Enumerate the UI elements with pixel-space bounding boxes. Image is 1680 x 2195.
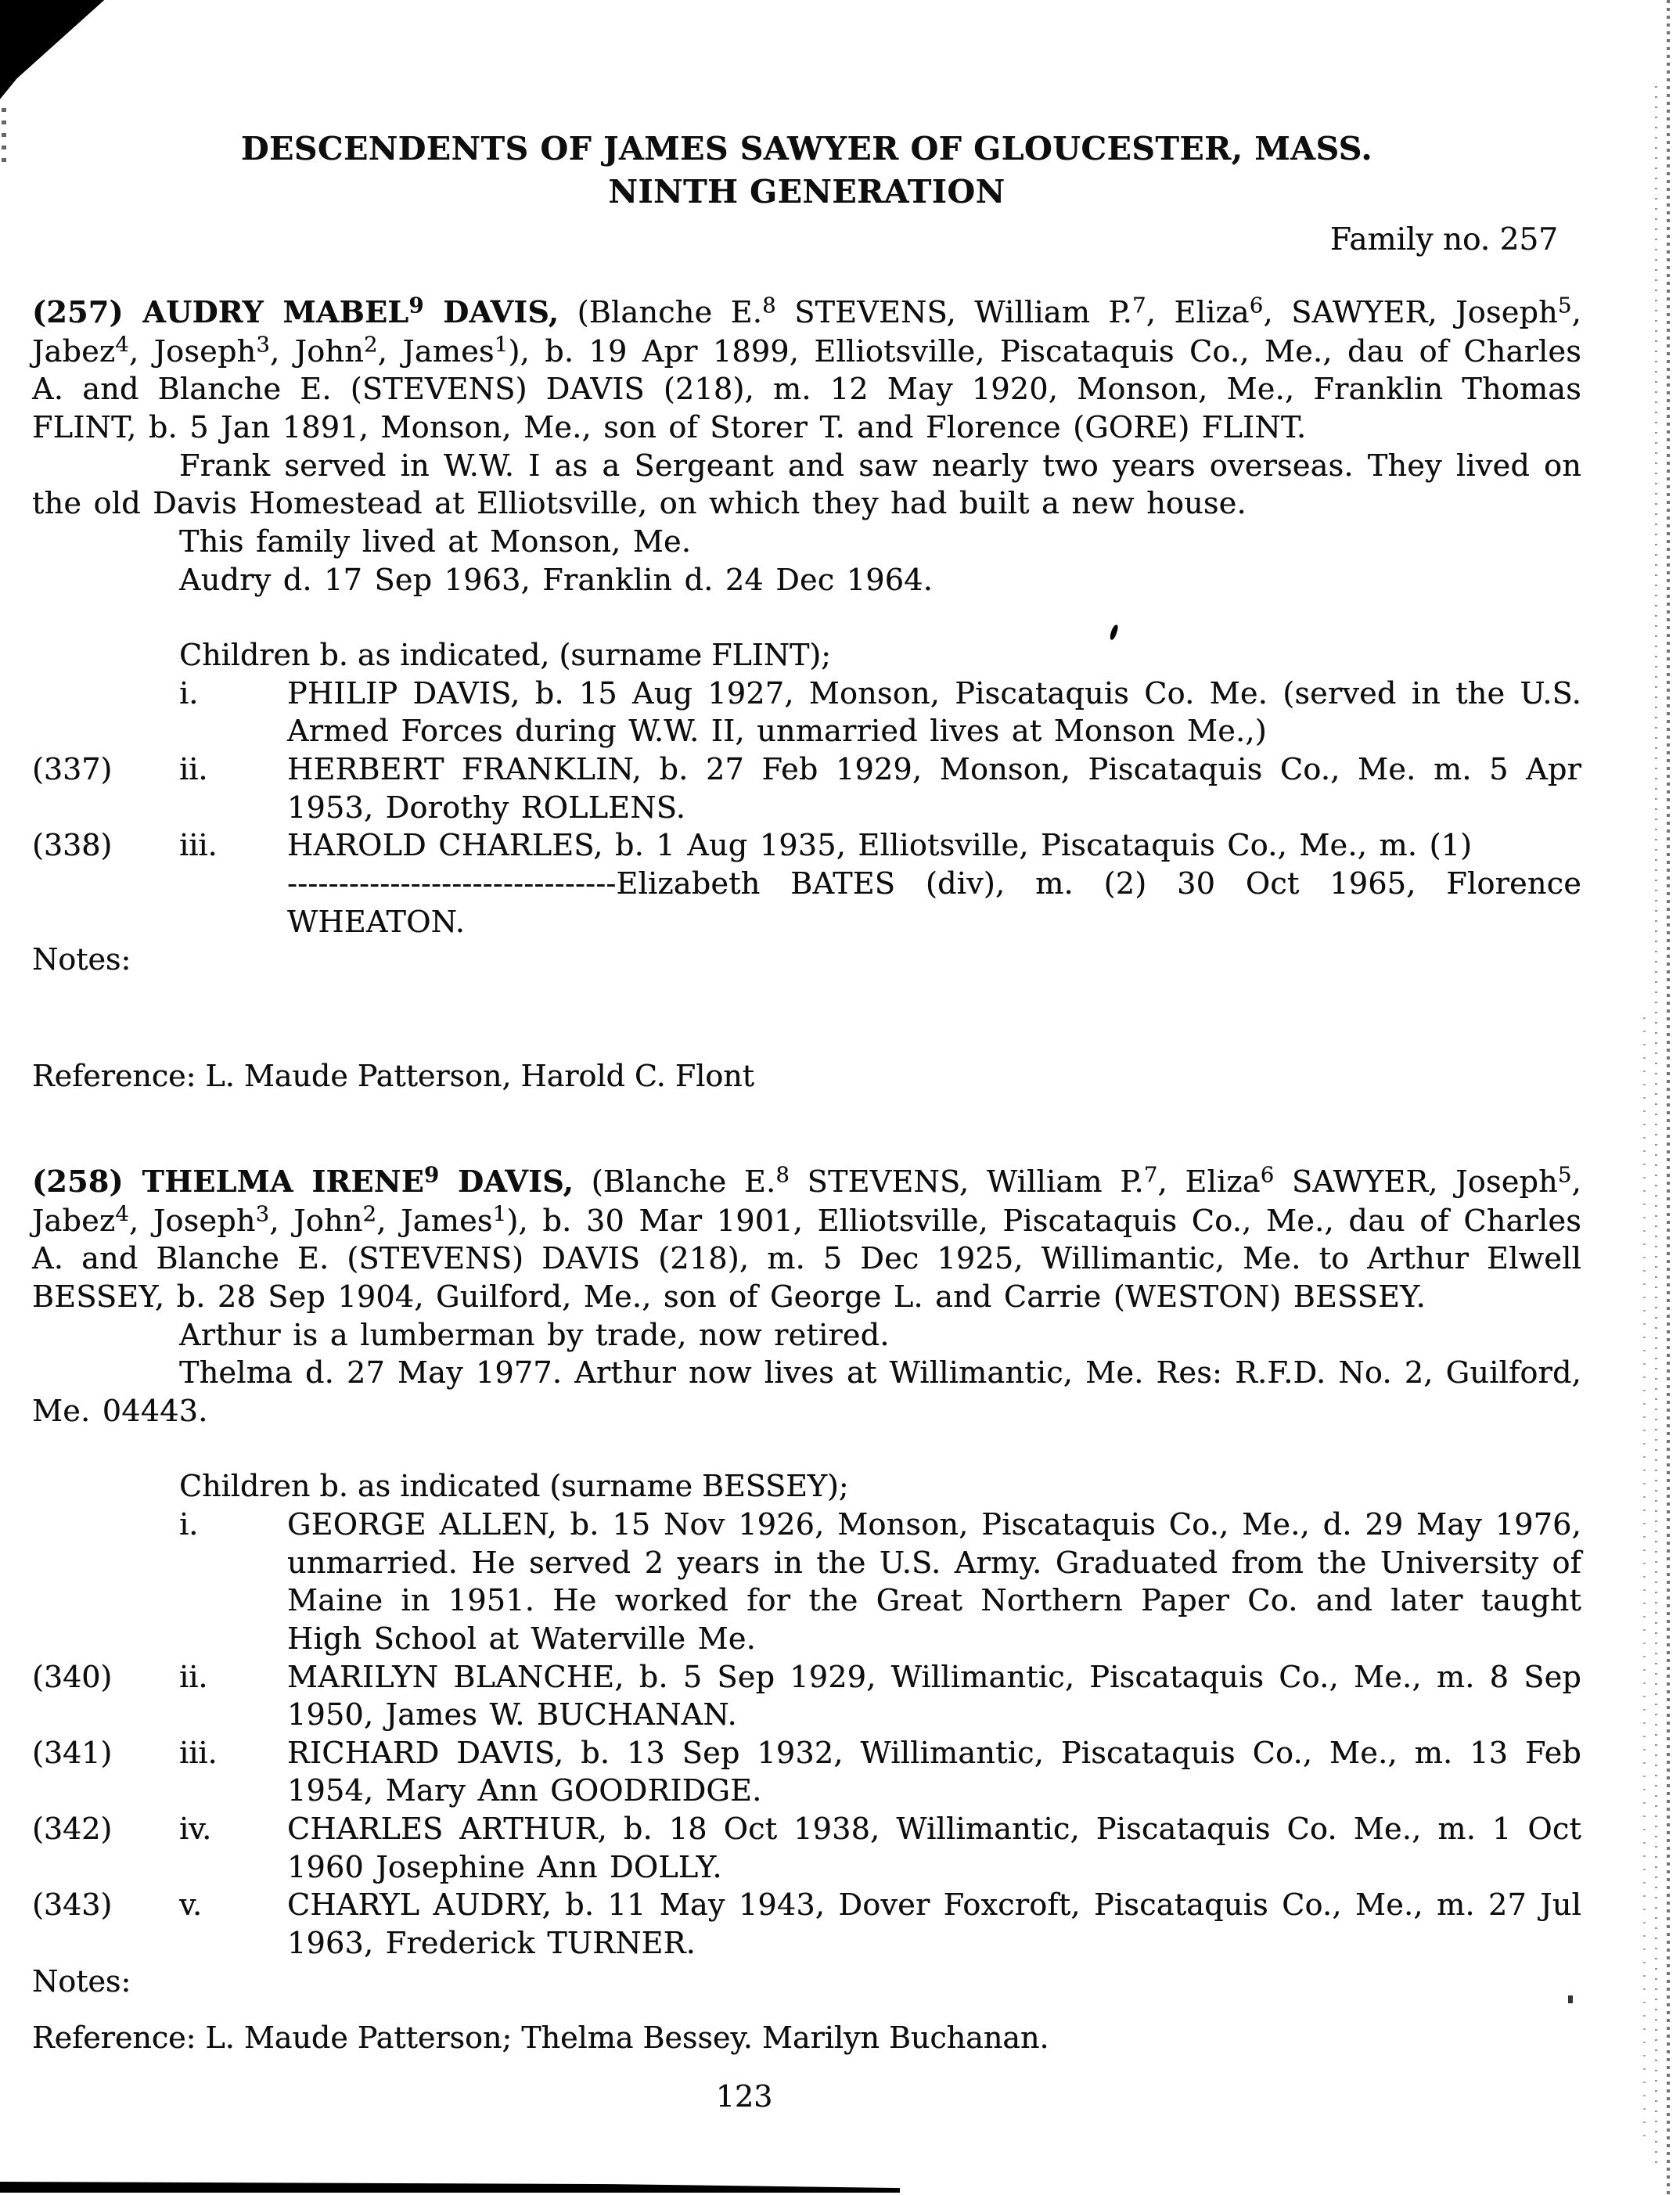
child-roman-numeral: i.: [179, 675, 199, 711]
child-ref-number: (340): [32, 1659, 113, 1694]
child-roman-numeral: iii.: [179, 828, 218, 863]
child-row: [32, 826, 1581, 941]
child-roman-numeral: iii.: [179, 1735, 218, 1770]
entry-257-death-dates: Audry d. 17 Sep 1963, Franklin d. 24 Dec 1964.: [179, 562, 934, 597]
notes-label: Notes:: [32, 942, 131, 977]
reference-line: Reference: L. Maude Patterson, Harold C. Flont: [32, 1058, 754, 1093]
child-row: [32, 1506, 1581, 1658]
entry-257-lineage: (Blanche E.$^8$ STEVENS, William P.$^7$, Eliza$^6$, SAWYER, Joseph$^5$, Jabez$^4$, Joseph$^3$, John$^2$, James$^1$), b. 19 Apr 1899, Elliotsville, Piscataquis Co., Me., dau of Charles A. and Blanche E. (STEVENS) DAVIS (218), m. 12 May 1920, Monson, Me., Franklin Thomas FLINT, b. 5 Jan 1891, Monson, Me., son of Storer T. and Florence (GORE) FLINT.: [32, 293, 1581, 445]
child-details: GEORGE ALLEN, b. 15 Nov 1926, Monson, Piscataquis Co., Me., d. 29 May 1976, unmarried. He served 2 years in the U.S. Army. Graduated from the University of Maine in 1951. He worked for the Great Northern Paper Co. and later taught High School at Waterville Me.: [287, 1507, 1581, 1656]
child-row: [32, 1886, 1581, 1962]
child-details: HERBERT FRANKLIN, b. 27 Feb 1929, Monson, Piscataquis Co., Me. m. 5 Apr 1953, Dorothy ROLLENS.: [287, 752, 1581, 825]
child-details-line2: --------------------------------Elizabeth BATES (div), m. (2) 30 Oct 1965, Florence WHEATON.: [287, 865, 1581, 939]
child-ref-number: (342): [32, 1812, 113, 1847]
child-row: [32, 750, 1581, 826]
entry-258-intro: [32, 1161, 1581, 1315]
child-details: PHILIP DAVIS, b. 15 Aug 1927, Monson, Piscataquis Co. Me. (served in the U.S. Armed Forces during W.W. II, unmarried lives at Monson Me.,): [287, 675, 1581, 749]
child-details: CHARLES ARTHUR, b. 18 Oct 1938, Willimantic, Piscataquis Co. Me., m. 1 Oct 1960 Josephine Ann DOLLY.: [287, 1812, 1581, 1884]
child-roman-numeral: ii.: [179, 1659, 208, 1694]
entry-258-name: (258) THELMA IRENE$^9$ DAVIS,: [32, 1162, 574, 1199]
entry-258-children-heading: Children b. as indicated (surname BESSEY);: [179, 1469, 849, 1504]
child-details-line1: HAROLD CHARLES, b. 1 Aug 1935, Elliotsville, Piscataquis Co., Me., m. (1): [287, 828, 1473, 863]
child-ref-number: (337): [32, 752, 113, 787]
entry-258: [32, 1161, 1581, 2056]
child-ref-number: [32, 675, 179, 750]
child-row: [32, 1734, 1581, 1810]
document-header: [32, 128, 1581, 260]
child-roman-numeral: i.: [179, 1507, 199, 1542]
scan-artifact-bottom-bar: [0, 2182, 900, 2193]
child-ref-number: (343): [32, 1887, 113, 1923]
entry-257-service-note: Frank served in W.W. I as a Sergeant and saw nearly two years overseas. They lived on the old Davis Homestead at Elliotsville, on which they had built a new house.: [32, 448, 1581, 521]
entry-257-residence-note: This family lived at Monson, Me.: [179, 524, 692, 559]
entry-257-children-heading: Children b. as indicated, (surname FLINT);: [179, 638, 831, 673]
entry-257: [32, 293, 1581, 1096]
child-row: [32, 675, 1581, 750]
entry-258-lineage: (Blanche E.$^8$ STEVENS, William P.$^7$, Eliza$^6$ SAWYER, Joseph$^5$, Jabez$^4$, Joseph$^3$, John$^2$, James$^1$), b. 30 Mar 1901, Elliotsville, Piscataquis Co., Me., dau of Charles A. and Blanche E. (STEVENS) DAVIS (218), m. 5 Dec 1925, Willimantic, Me. to Arthur Elwell BESSEY, b. 28 Sep 1904, Guilford, Me., son of George L. and Carrie (WESTON) BESSEY.: [32, 1163, 1581, 1314]
entry-258-death-dates: Thelma d. 27 May 1977. Arthur now lives at Willimantic, Me. Res: R.F.D. No. 2, Guilford, Me. 04443.: [32, 1355, 1581, 1428]
scan-artifact-right-edge: [1631, 0, 1680, 2195]
child-row: [32, 1810, 1581, 1886]
entry-257-intro: [32, 293, 1581, 447]
child-ref-number: (341): [32, 1735, 113, 1770]
child-row: [32, 1658, 1581, 1734]
child-ref-number: [32, 1506, 179, 1658]
child-details: RICHARD DAVIS, b. 13 Sep 1932, Willimantic, Piscataquis Co., Me., m. 13 Feb 1954, Mary Ann GOODRIDGE.: [287, 1735, 1581, 1808]
child-details: CHARYL AUDRY, b. 11 May 1943, Dover Foxcroft, Piscataquis Co., Me., m. 27 Jul 1963, Frederick TURNER.: [287, 1887, 1581, 1960]
child-roman-numeral: iv.: [179, 1812, 212, 1847]
scan-artifact-right-edge-inner: [1643, 1017, 1646, 2148]
page-content: [32, 0, 1581, 2115]
entry-258-trade-note: Arthur is a lumberman by trade, now retired.: [179, 1317, 890, 1352]
child-ref-number: (338): [32, 828, 113, 863]
page-number: 123: [715, 2078, 773, 2114]
page-title: DESCENDENTS OF JAMES SAWYER OF GLOUCESTER, MASS.: [240, 130, 1373, 167]
child-details: MARILYN BLANCHE, b. 5 Sep 1929, Willimantic, Piscataquis Co., Me., m. 8 Sep 1950, James W. BUCHANAN.: [287, 1659, 1581, 1733]
entry-257-name: (257) AUDRY MABEL$^9$ DAVIS,: [32, 293, 559, 329]
child-roman-numeral: ii.: [179, 752, 208, 787]
reference-line: Reference: L. Maude Patterson; Thelma Bessey. Marilyn Buchanan.: [32, 2020, 1049, 2056]
family-number: Family no. 257: [1329, 221, 1558, 257]
child-details: [287, 826, 1581, 941]
child-roman-numeral: v.: [179, 1887, 203, 1923]
notes-label: Notes:: [32, 1963, 131, 1999]
scan-artifact-left-speckle: [2, 108, 6, 163]
generation-subtitle: NINTH GENERATION: [608, 173, 1005, 211]
